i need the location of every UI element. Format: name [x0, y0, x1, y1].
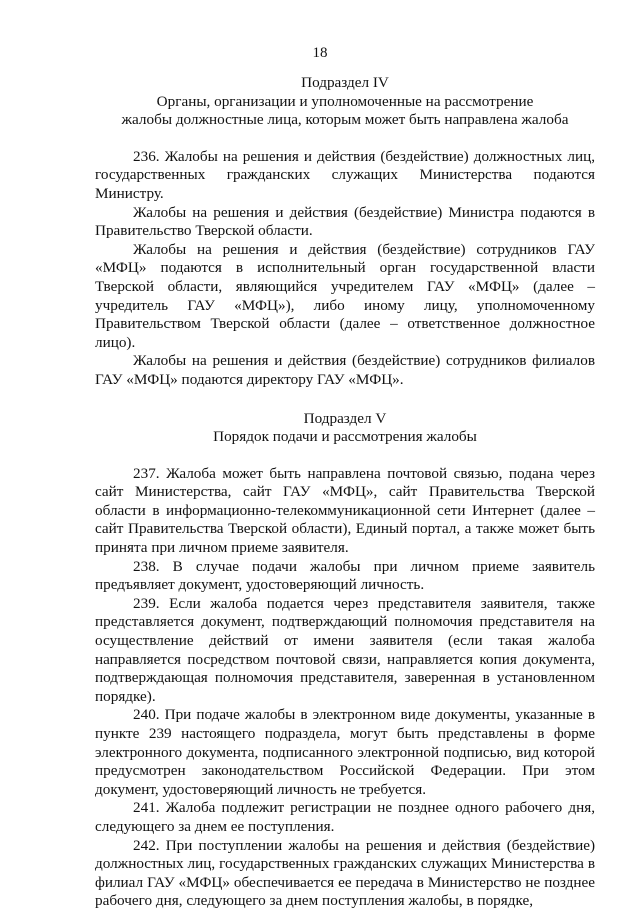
section-subtitle-line: жалобы должностные лица, которым может быть направлена жалоба: [121, 111, 569, 129]
paragraph-241: 241. Жалоба подлежит регистрации не позднее одного рабочего дня, следующего за днем ее поступления.: [95, 799, 595, 835]
section-heading-5: [95, 410, 595, 447]
paragraph-239: 239. Если жалоба подается через представителя заявителя, также представляется документ, подтверждающий полномочия представителя на осуществление действий от имени заявителя (если такая жалоба направляется посредством почтовой связи, направляется копия документа, подтверждающая полномочия представителя, заверенная в установленном порядке).: [95, 594, 595, 705]
document-body: [95, 74, 595, 911]
section-title: Подраздел V: [303, 409, 387, 427]
paragraph-236: 236. Жалобы на решения и действия (бездействие) должностных лиц, государственных гражданских служащих Министерства подаются Министру.: [95, 147, 595, 202]
paragraph: Жалобы на решения и действия (бездействие) Министра подаются в Правительство Тверской области.: [95, 203, 595, 240]
paragraph: Жалобы на решения и действия (бездействие) сотрудников филиалов ГАУ «МФЦ» подаются директору ГАУ «МФЦ».: [95, 352, 595, 388]
paragraph: Жалобы на решения и действия (бездействие) сотрудников ГАУ «МФЦ» подаются в исполнительный орган государственной власти Тверской области, являющийся учредителем ГАУ «МФЦ» (далее – учредитель ГАУ «МФЦ»), либо иному лицу, уполномоченному Правительством Тверской области (далее – ответственное должностное лицо).: [95, 240, 595, 351]
paragraph-237: 237. Жалоба может быть направлена почтовой связью, подана через сайт Министерства, сайт ГАУ «МФЦ», сайт Правительства Тверской области в информационно-телекоммуникационной сети Интернет (далее – сайт Правительства Тверской области), Единый портал, а также может быть принята при личном приеме заявителя.: [95, 464, 595, 557]
paragraph-238: 238. В случае подачи жалобы при личном приеме заявитель предъявляет документ, удостоверяющий личность.: [95, 557, 595, 594]
section-subtitle-line: Порядок подачи и рассмотрения жалобы: [213, 428, 477, 446]
section-subtitle-line: Органы, организации и уполномоченные на рассмотрение: [156, 92, 534, 110]
section-heading-4: [95, 74, 595, 130]
section-title: Подраздел IV: [301, 74, 389, 91]
paragraph-240: 240. При подаче жалобы в электронном виде документы, указанные в пункте 239 настоящего подраздела, могут быть представлены в форме электронного документа, подписанного электронной подписью, вид которой предусмотрен законодательством Российской Федерации. При этом документ, удостоверяющий личность не требуется.: [95, 706, 595, 798]
paragraph-242: 242. При поступлении жалобы на решения и действия (бездействие) должностных лиц, государственных гражданских служащих Министерства в филиал ГАУ «МФЦ» обеспечивается ее передача в Министерство не позднее рабочего дня, следующего за днем поступления жалобы, в порядке,: [95, 836, 595, 910]
page-number: 18: [312, 45, 328, 61]
